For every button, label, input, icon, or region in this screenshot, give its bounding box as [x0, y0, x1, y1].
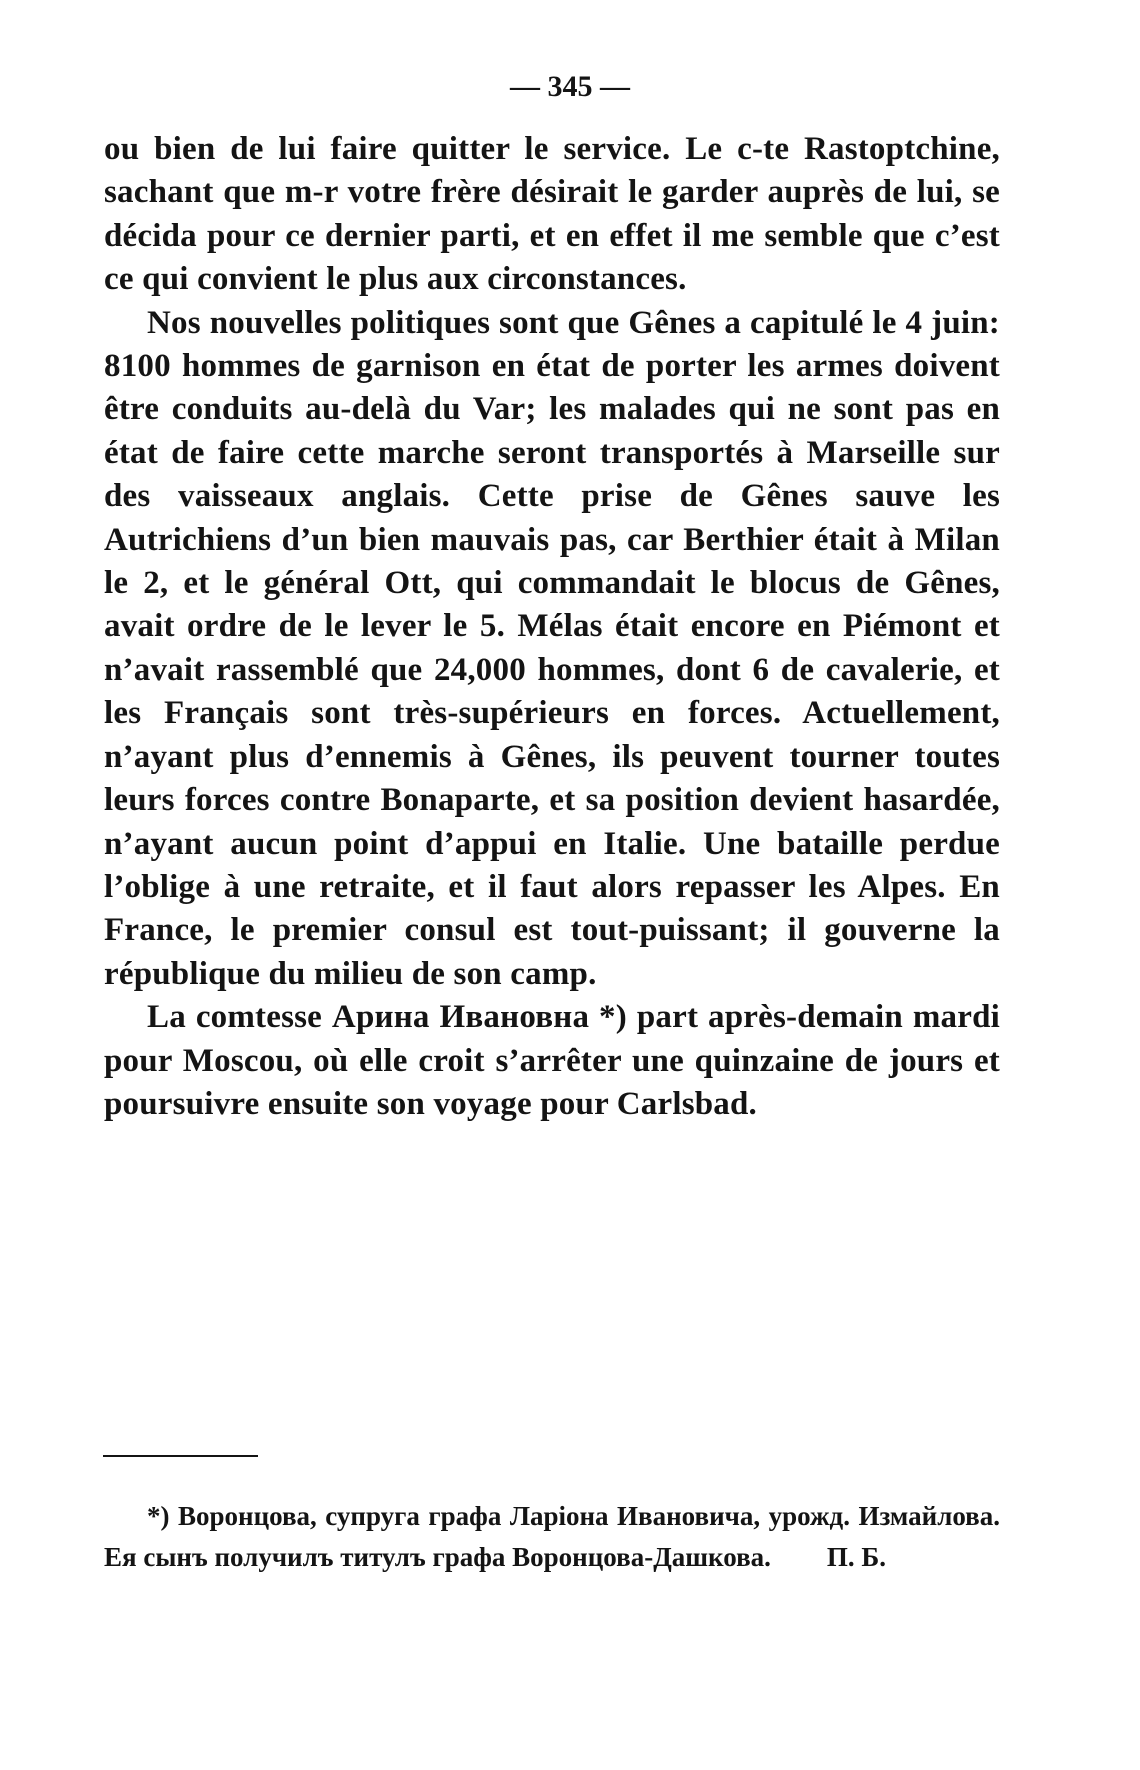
footnote-divider: [103, 1455, 258, 1457]
paragraph-2: Nos nouvelles politiques sont que Gênes a capitulé le 4 juin: 8100 hommes de garnison en état de porter les armes doivent être conduits au-delà du Var; les malades qui ne sont pas en état de faire cette marche seront transportés à Marseille sur des vaisseaux anglais. Cette prise de Gênes sauve les Autrichiens d’un bien mauvais pas, car Berthier était à Milan le 2, et le général Ott, qui commandait le blocus de Gênes, avait ordre de le lever le 5. Mélas était encore en Piémont et n’avait rassemblé que 24,000 hommes, dont 6 de cavalerie, et les Français sont très-supérieurs en forces. Actuellement, n’ayant plus d’ennemis à Gênes, ils peuvent tourner toutes leurs forces contre Bonaparte, et sa position devient hasardée, n’ayant aucun point d’appui en Italie. Une bataille perdue l’oblige à une retraite, et il faut alors repasser les Alpes. En France, le premier consul est tout-puissant; il gouverne la république du milieu de son camp.: [104, 304, 1000, 992]
page-number: — 345 —: [510, 70, 630, 103]
footnote-text: *) Воронцова, супруга графа Ларіона Ивановича, урожд. Измайлова. Ея сынъ получилъ титулъ графа Воронцова-Дашкова.: [104, 1501, 1000, 1572]
footnote-signature: П. Б.: [826, 1542, 887, 1572]
main-text: [104, 128, 1000, 1126]
paragraph-1: ou bien de lui faire quitter le service. Le c-te Rastoptchine, sachant que m-r votre frère désirait le garder auprès de lui, se décida pour ce dernier parti, et en effet il me semble que c’est ce qui convient le plus aux circonstances.: [104, 131, 1000, 298]
footnote: [104, 1496, 1000, 1578]
paragraph-3: La comtesse Арина Ивановна *) part après-demain mardi pour Moscou, où elle croit s’arrêter une quinzaine de jours et poursuivre ensuite son voyage pour Carlsbad.: [104, 999, 1000, 1122]
